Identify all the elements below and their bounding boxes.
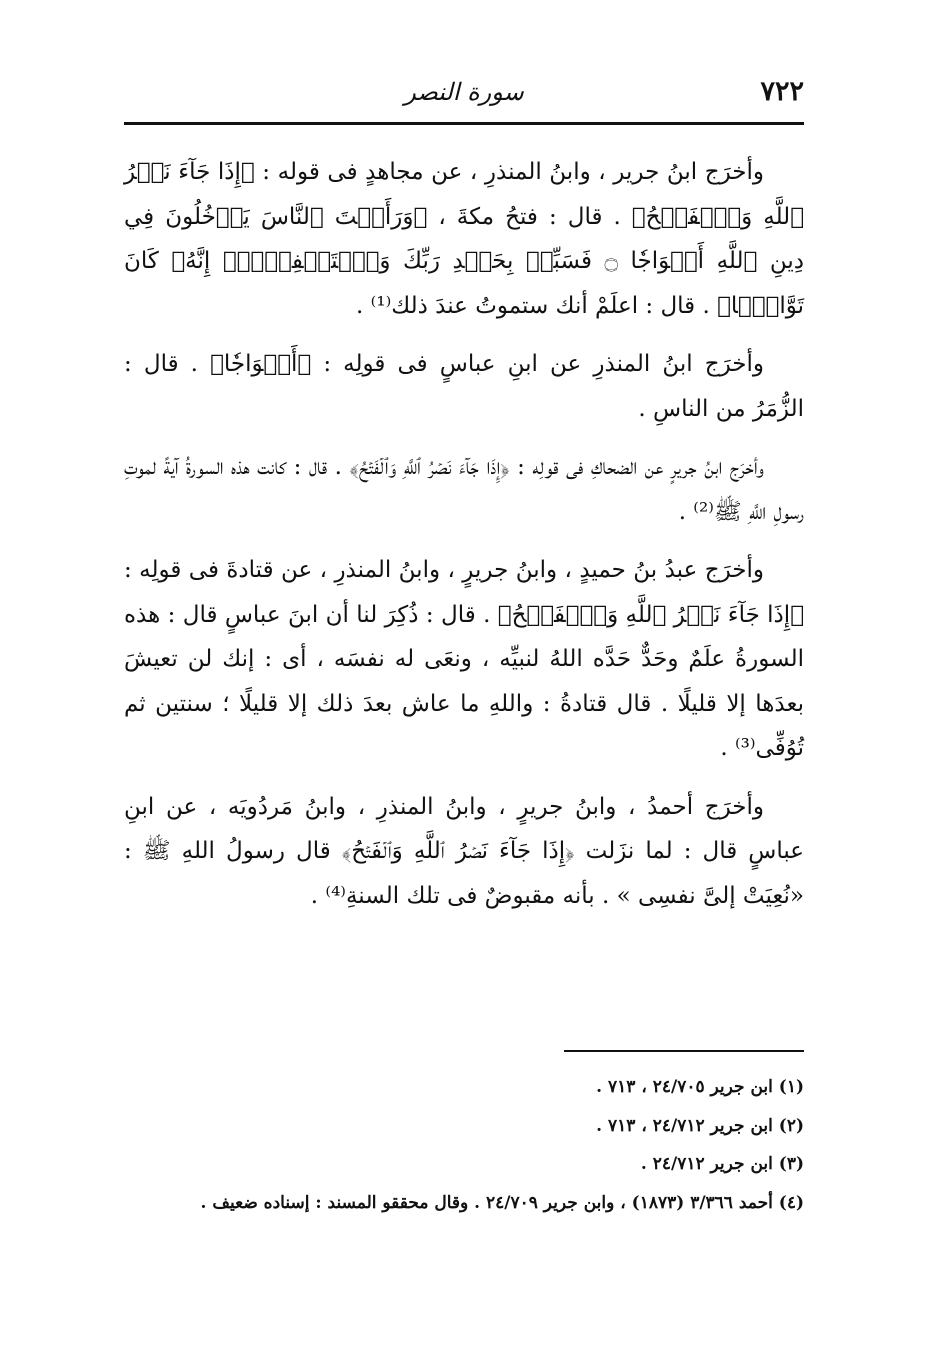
- page-header: [124, 72, 804, 112]
- paragraph: وأخرَج عبدُ بنُ حميدٍ ، وابنُ جريرٍ ، وابنُ المنذرِ ، عن قتادةَ فى قولِه : ﴿إِذَا جَآءَ نَصۡرُ ٱللَّهِ وَٱلۡفَتۡحُ﴾ . قال : ذُكِرَ لنا أن ابنَ عباسٍ قال : هذه السورةُ علَمٌ وحَدٌّ حَدَّه اللهُ لنبيِّه ، ونعَى له نفسَه ، أى : إنك لن تعيشَ بعدَها إلا قليلًا . قال قتادةُ : واللهِ ما عاش بعدَ ذلك إلا قليلًا ؛ سنتين ثم تُوُفِّى⁽³⁾ .: [124, 557, 804, 761]
- main-text: [124, 150, 804, 938]
- footnote: (١) ابن جرير ٢٤/٧٠٥ ، ٧١٣ .: [596, 1077, 804, 1097]
- footnote-separator: [564, 1050, 804, 1052]
- paragraph: وأخرَج ابنُ جريرٍ عن الضحاكِ فى قولِه : ﴿إِذَا جَآءَ نَصۡرُ ٱللَّهِ وَٱلۡفَتۡحُ﴾ . قال : كانت هذه السورةُ آيةً لموتِ رسولِ اللَّهِ ﷺ⁽²⁾ .: [124, 454, 804, 525]
- footnote: (٢) ابن جرير ٢٤/٧١٢ ، ٧١٣ .: [596, 1115, 804, 1136]
- paragraph: وأخرَج ابنُ المنذرِ عن ابنِ عباسٍ فى قولِه : ﴿أَفۡوَاجٗا﴾ . قال : الزُّمَرُ من الناسِ .: [124, 351, 804, 422]
- footnotes: [124, 1068, 804, 1222]
- footnote: (٣) ابن جرير ٢٤/٧١٢ .: [640, 1154, 804, 1174]
- paragraph: وأخرَج ابنُ جرير ، وابنُ المنذرِ ، عن مجاهدٍ فى قوله : ﴿إِذَا جَآءَ نَصۡرُ ٱللَّهِ وَٱلۡفَتۡحُ﴾ . قال : فتحُ مكةَ ، ﴿وَرَأَيۡتَ ٱلنَّاسَ يَدۡخُلُونَ فِي دِينِ ٱللَّهِ أَفۡوَاجٗا ۝ فَسَبِّحۡ بِحَمۡدِ رَبِّكَ وَٱسۡتَغۡفِرۡهُۚ إِنَّهُۥ كَانَ تَوَّابَۢا﴾ . قال : اعلَمْ أنك ستموتُ عندَ ذلك⁽¹⁾ .: [124, 159, 804, 319]
- paragraph: وأخرَج أحمدُ ، وابنُ جريرٍ ، وابنُ المنذرِ ، وابنُ مَردُويَه ، عن ابنِ عباسٍ قال : لما نزَلت ﴿إِذَا جَآءَ نَصۡرُ ٱللَّهِ وَٱلۡفَتۡحُ﴾ قال رسولُ اللهِ ﷺ : «نُعِيَتْ إلىَّ نفسِى » . بأنه مقبوضٌ فى تلك السنةِ⁽⁴⁾ .: [124, 793, 804, 909]
- footnote: (٤) أحمد ٣/٣٦٦ (١٨٧٣) ، وابن جرير ٢٤/٧٠٩ . وقال محققو المسند : إسناده ضعيف .: [200, 1192, 804, 1213]
- header-rule: [124, 122, 804, 125]
- page-number: ٧٢٢: [760, 76, 804, 107]
- running-title: سورة النصر: [404, 78, 524, 106]
